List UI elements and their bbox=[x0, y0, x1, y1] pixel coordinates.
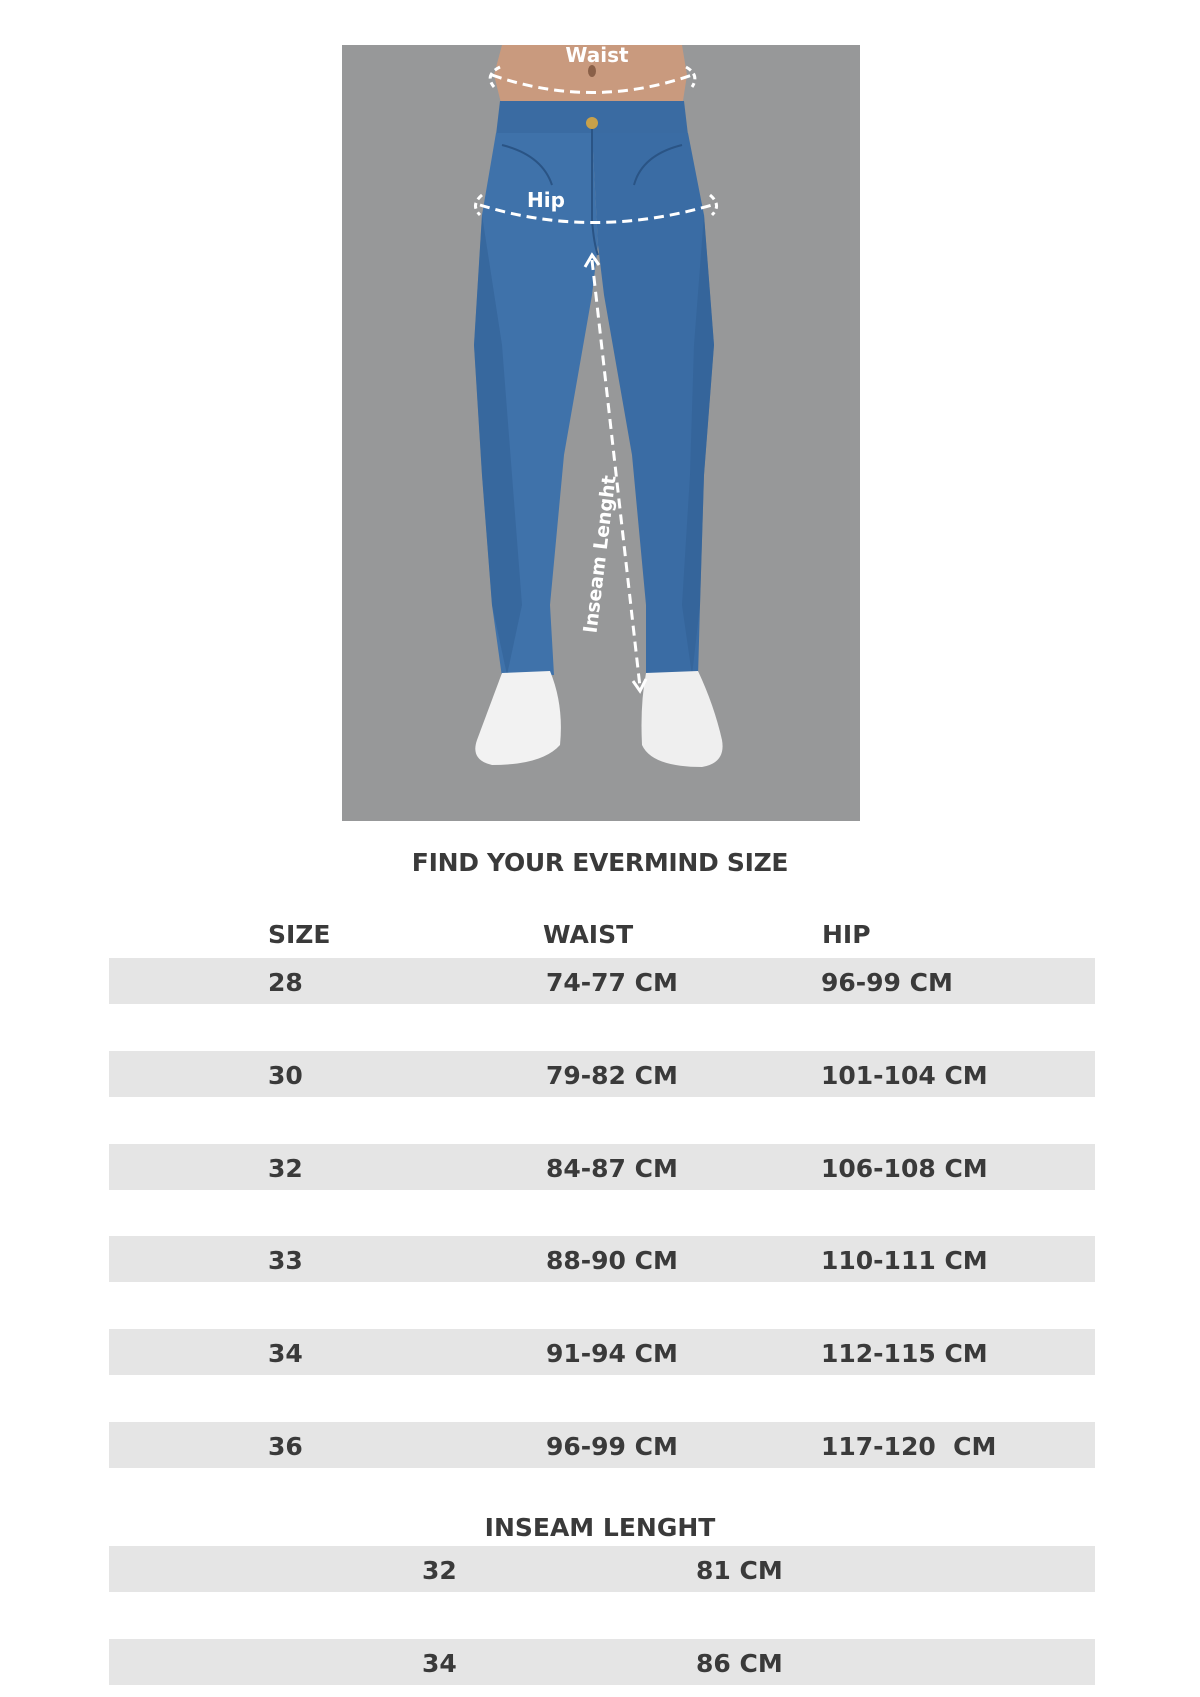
cell-waist: 96-99 CM bbox=[546, 1432, 678, 1461]
cell-waist: 88-90 CM bbox=[546, 1246, 678, 1275]
cell-hip: 96-99 CM bbox=[821, 968, 953, 997]
inseam-title: INSEAM LENGHT bbox=[484, 1513, 716, 1542]
left-shoe-icon bbox=[475, 671, 561, 765]
cell-size: 32 bbox=[268, 1154, 303, 1183]
cell-size: 33 bbox=[268, 1246, 303, 1275]
table-row bbox=[109, 1329, 1095, 1375]
cell-waist: 91-94 CM bbox=[546, 1339, 678, 1368]
table-row bbox=[109, 958, 1095, 1004]
table-row bbox=[109, 1422, 1095, 1468]
table-row bbox=[109, 1639, 1095, 1685]
cell-size: 34 bbox=[268, 1339, 303, 1368]
inseam-label: Inseam Lenght bbox=[579, 474, 621, 635]
cell-inseam-length: 81 CM bbox=[696, 1556, 783, 1585]
jeans-button bbox=[586, 117, 598, 129]
jeans-measurement-figure bbox=[342, 45, 860, 821]
cell-inseam-size: 32 bbox=[422, 1556, 457, 1585]
table-row bbox=[109, 1051, 1095, 1097]
cell-size: 36 bbox=[268, 1432, 303, 1461]
waist-label: Waist bbox=[565, 45, 629, 67]
table-row bbox=[109, 1236, 1095, 1282]
cell-hip: 112-115 CM bbox=[821, 1339, 988, 1368]
column-header-size: SIZE bbox=[268, 920, 331, 949]
cell-inseam-size: 34 bbox=[422, 1649, 457, 1678]
cell-size: 30 bbox=[268, 1061, 303, 1090]
cell-waist: 79-82 CM bbox=[546, 1061, 678, 1090]
cell-hip: 110-111 CM bbox=[821, 1246, 988, 1275]
right-shoe-icon bbox=[642, 671, 723, 767]
hip-measure-cap-right bbox=[710, 195, 717, 215]
column-header-hip: HIP bbox=[822, 920, 871, 949]
cell-hip: 106-108 CM bbox=[821, 1154, 988, 1183]
cell-hip: 101-104 CM bbox=[821, 1061, 988, 1090]
cell-size: 28 bbox=[268, 968, 303, 997]
cell-waist: 84-87 CM bbox=[546, 1154, 678, 1183]
table-row bbox=[109, 1546, 1095, 1592]
page-title: FIND YOUR EVERMIND SIZE bbox=[411, 848, 789, 877]
table-row bbox=[109, 1144, 1095, 1190]
cell-hip: 117-120 CM bbox=[821, 1432, 997, 1461]
jeans-illustration bbox=[342, 45, 860, 821]
column-header-waist: WAIST bbox=[543, 920, 634, 949]
hip-label: Hip bbox=[527, 188, 565, 212]
cell-waist: 74-77 CM bbox=[546, 968, 678, 997]
cell-inseam-length: 86 CM bbox=[696, 1649, 783, 1678]
